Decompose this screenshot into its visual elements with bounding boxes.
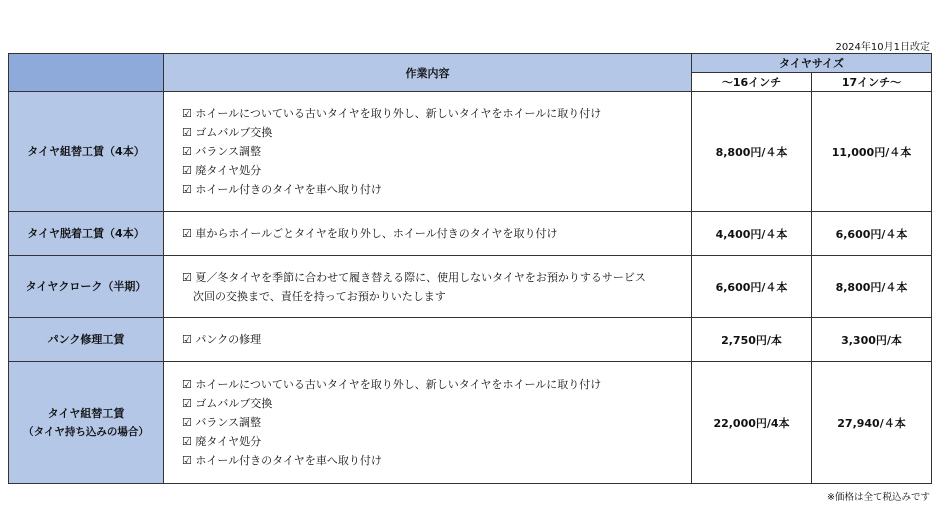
- work-item: ☑ ゴムバルブ交換: [182, 126, 273, 139]
- work-item: ☑ 廃タイヤ処分: [182, 435, 262, 448]
- work-item: ☑ 車からホイールごとタイヤを取り外し、ホイール付きのタイヤを取り付け: [182, 227, 558, 240]
- price-large-size: 11,000円/４本: [812, 92, 932, 212]
- work-item: ☑ バランス調整: [182, 145, 262, 158]
- price-small-size: 22,000円/4本: [692, 362, 812, 484]
- work-content-cell: [164, 212, 692, 256]
- service-name-cell: [9, 212, 164, 256]
- service-name: パンク修理工賃: [47, 333, 125, 346]
- tax-footnote: ※価格は全て税込みです: [827, 492, 930, 503]
- work-item: ☑ ホイールについている古いタイヤを取り外し、新しいタイヤをホイールに取り付け: [182, 107, 602, 120]
- work-item: ☑ 廃タイヤ処分: [182, 164, 262, 177]
- work-item: ☑ 夏／冬タイヤを季節に合わせて履き替える際に、使用しないタイヤをお預かりするサービス: [182, 270, 646, 284]
- work-content-cell: [164, 256, 692, 318]
- price-large-size: 8,800円/４本: [812, 256, 932, 318]
- price-small-size: 4,400円/４本: [692, 212, 812, 256]
- price-large-size: 3,300円/本: [812, 318, 932, 362]
- service-name-cell: [9, 362, 164, 484]
- content-header: 作業内容: [164, 54, 692, 92]
- revision-date: 2024年10月1日改定: [835, 42, 930, 53]
- table-row: [9, 362, 932, 484]
- work-content-cell: [164, 362, 692, 484]
- tire-size-header: タイヤサイズ: [692, 54, 932, 73]
- work-content-cell: [164, 318, 692, 362]
- price-small-size: 8,800円/４本: [692, 92, 812, 212]
- service-name: タイヤ脱着工賃（4本）: [27, 227, 145, 240]
- size-small-header: ～16インチ: [692, 73, 812, 92]
- service-name-cell: [9, 256, 164, 318]
- service-name: タイヤクローク（半期）: [25, 280, 147, 293]
- price-small-size: 2,750円/本: [692, 318, 812, 362]
- service-name-cell: [9, 92, 164, 212]
- service-name: タイヤ組替工賃（4本）: [27, 145, 145, 158]
- work-item: ☑ ホイール付きのタイヤを車へ取り付け: [182, 454, 382, 467]
- table-row: [9, 256, 932, 318]
- work-content-cell: [164, 92, 692, 212]
- service-name-cell: [9, 318, 164, 362]
- table-row: [9, 212, 932, 256]
- price-table: [8, 53, 932, 484]
- table-body: [9, 92, 932, 484]
- table-row: [9, 92, 932, 212]
- work-item: 次回の交換まで、責任を持ってお預かりいたします: [182, 289, 446, 303]
- price-large-size: 6,600円/４本: [812, 212, 932, 256]
- work-item: ☑ パンクの修理: [182, 333, 262, 346]
- work-item: ☑ ホイールについている古いタイヤを取り外し、新しいタイヤをホイールに取り付け: [182, 378, 602, 391]
- table-row: [9, 318, 932, 362]
- price-small-size: 6,600円/４本: [692, 256, 812, 318]
- work-item: ☑ ゴムバルブ交換: [182, 397, 273, 410]
- work-item: ☑ バランス調整: [182, 416, 262, 429]
- work-item: ☑ ホイール付きのタイヤを車へ取り付け: [182, 183, 382, 196]
- price-large-size: 27,940/４本: [812, 362, 932, 484]
- header-corner-cell: [9, 54, 164, 92]
- service-name: タイヤ組替工賃: [47, 406, 125, 420]
- service-subname: （タイヤ持ち込みの場合）: [23, 425, 149, 438]
- size-large-header: 17インチ～: [812, 73, 932, 92]
